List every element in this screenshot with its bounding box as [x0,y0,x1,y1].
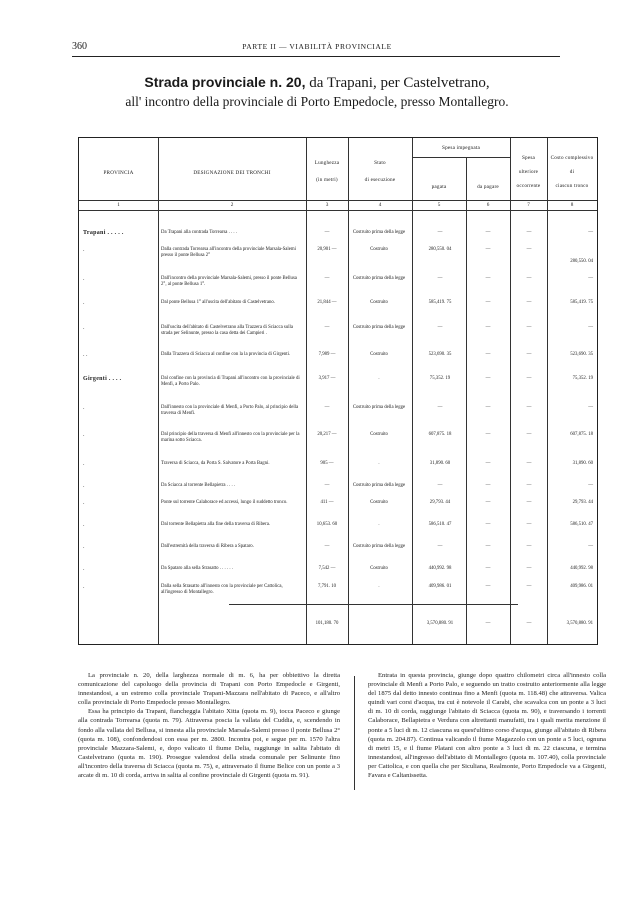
row-stato: . [378,461,380,466]
row-designazione: Dal confine con la provincia di Trapani all'incontro con la provinciale di Menfi, a Porto Palo. [161,376,300,388]
row-da-pagare: — [485,500,491,505]
row-provincia: . [83,461,85,467]
col-number: 2 [230,202,234,208]
col-number: 6 [486,202,490,208]
row-designazione: Traversa di Sciacca, da Porta S. Salvatore a Porta Bagni. [161,461,270,466]
row-pagata: — [437,483,443,488]
header-stato: Stato [374,160,386,166]
col-number: 4 [378,202,382,208]
row-ulteriore: — [526,522,532,527]
row-ulteriore: — [526,376,532,381]
row-ulteriore: — [526,325,532,330]
row-ulteriore: — [526,483,532,488]
row-designazione: Ponte sul torrente Calaborace ed accessi, lungo il suddetto tronco. [161,500,288,505]
row-ulteriore: — [526,544,532,549]
row-stato: Costruito prima della legge [352,405,406,410]
row-pagata: — [437,325,443,330]
row-ulteriore: — [526,461,532,466]
column-divider [354,676,355,790]
col-number: 8 [570,202,574,208]
header-rule [72,56,560,57]
row-designazione: Da Sciacca al torrente Bellapietra . . . . [161,483,236,488]
row-pagata: — [437,276,443,281]
row-pagata: 607,875. 18 [428,432,452,437]
row-pagata: 29,793. 44 [429,500,451,505]
col-rule [158,138,159,644]
header-costo-tronco: ciascun tronco [555,183,589,189]
totals-rule [229,604,518,605]
row-designazione: Da Trapani alla contrada Torrearsa . . . . [161,230,238,235]
col-rule [412,138,413,644]
row-designazione: Dall'estremità della traversa di Ribera a Spataro. [161,544,254,549]
row-pagata: 75,352. 19 [429,376,451,381]
row-da-pagare: — [485,461,491,466]
row-pagata: 585,419. 75 [428,300,452,305]
row-provincia: Trapani . . . . . [83,230,124,236]
header-pagata: pagata [431,184,447,190]
row-costo: — [588,276,593,281]
row-stato: Costruito [370,300,388,305]
row-provincia: . [83,544,85,550]
row-costo: — [588,405,593,410]
row-da-pagare: — [485,247,491,252]
row-ulteriore: — [526,432,532,437]
row-provincia: . [83,247,85,253]
row-costo: 29,793. 44 [572,500,593,505]
row-ulteriore: — [526,230,532,235]
row-provincia: . [83,276,85,282]
row-ulteriore: — [526,247,532,252]
row-costo: 75,352. 19 [572,376,593,381]
header-rule [412,157,510,158]
row-costo: 409,986. 01 [570,584,593,589]
row-pagata: 440,992. 98 [428,566,452,571]
row-costo: 585,419. 75 [570,300,593,305]
header-lunghezza-unit: (in metri) [316,177,338,183]
row-lunghezza: — [324,544,330,549]
row-pagata: 586,510. 47 [428,522,452,527]
row-designazione: Dall'innesto con la provinciale di Menfi, a Porto Palo, al principio della traversa di Menfi. [161,405,299,417]
row-ulteriore: — [526,276,532,281]
row-da-pagare: — [485,276,491,281]
row-designazione: Dal principio della traversa di Menfi all'innesto con la provinciale per la marina sotto Sciacca. [161,432,300,444]
total-lunghezza: 101,180. 70 [315,621,339,626]
row-da-pagare: — [485,522,491,527]
header-costo: Costo complessivo [550,155,594,161]
total-ulteriore: — [526,621,532,626]
row-provincia: . [83,522,85,528]
header-costo-di: di [569,169,575,175]
header-ulteriore: ulteriore [518,169,539,175]
row-lunghezza: 20,901 — [317,247,337,252]
header-rule [79,200,597,201]
total-costo: 3,570,880. 91 [566,621,593,626]
row-provincia: . [83,500,85,506]
row-provincia: . [83,405,85,411]
row-pagata: 280,550. 04 [428,247,452,252]
row-designazione: Dall'uscita dell'abitato di Castelvetrano alla Trazzera di Sciacca sulla strada per Selinunte, presso la casa detta dei Campieri . [161,325,293,337]
row-pagata: 31,890. 60 [429,461,451,466]
col-number: 7 [527,202,530,208]
col-rule [547,138,548,644]
description-right [368,671,606,780]
row-ulteriore: — [526,500,532,505]
row-stato: Costruito [370,566,388,571]
row-provincia: . [83,432,85,438]
header-designazione: DESIGNAZIONE DEI TRONCHI [193,170,271,176]
row-designazione: Da Spataro alla sella Strasatto . . . . . . [161,566,233,571]
row-costo: — [588,544,593,549]
row-stato: Costruito prima della legge [352,544,406,549]
row-lunghezza: 3,917 — [318,376,336,381]
header-spesa-impegnata: Spesa impegnata [441,145,480,151]
row-costo: — [588,325,593,330]
row-designazione: Dalla Trazzera di Sciacca al confine con la la provincia di Girgenti. [161,352,291,357]
row-designazione: Dalla contrada Torrearsa all'incontro della provinciale Marsala-Salemi presso il ponte Bellusa 2° [161,247,296,259]
row-designazione: Dal torrente Bellapietra alla fine della traversa di Ribera. [161,522,271,527]
header-da-pagare: da pagare [477,184,499,190]
header-rule [79,210,597,211]
description-left [78,671,340,780]
row-costo: 31,890. 60 [572,461,593,466]
row-stato: Costruito [370,352,388,357]
row-designazione: Dalla sella Strasatto all'innesto con la provinciale per Cattolica, all'ingresso di Montallegro. [161,584,283,596]
road-table [78,137,598,645]
row-lunghezza: — [324,325,330,330]
row-lunghezza: 905 — [320,461,334,466]
col-number: 3 [325,202,329,208]
row-ulteriore: — [526,566,532,571]
row-provincia: . [83,325,85,331]
header-occorrente: occorrente [516,183,541,189]
row-da-pagare: — [485,483,491,488]
row-lunghezza: — [324,483,330,488]
row-stato: . [378,584,380,589]
total-pagata: 3,570,880. 91 [426,621,454,626]
row-costo: — [588,483,593,488]
row-ulteriore: — [526,405,532,410]
row-pagata: 409,986. 01 [428,584,452,589]
row-stato: Costruito prima della legge [352,276,406,281]
paragraph: Essa ha principio da Trapani, fiancheggia l'abitato Xitta (quota m. 9), tocca Paceco e giunge alla contrada Torrearsa (quota m. 79). Attraversa poscia la vallata del Cuddia, e, scendendo in fondo alla vallata del Bellusa, si innesta alla provinciale Marsala-Salemi presso il ponte Bellusa 2° (quota m. 108), confondendosi con essa per m. 2800. Incontra poi, e segue per m. 1570 l'altra provinciale Mazzara-Salemi, e, dopo valicato il fiume Delia, raggiunge in salita l'abitato di Castelvetrano (quota m. 190). Prosegue valendosi della strada comunale per Selinunte fino all'incontro della traversa di Sciacca (quota m. 75), e, attraversato il fiume Belice con un ponte a 3 arcate di m. 10 di corda, arriva in salita al confine provinciale di Girgenti (quota m. 91). [78,708,340,780]
running-head: PARTE II — VIABILITÀ PROVINCIALE [242,42,392,51]
row-provincia: . [83,584,85,590]
row-lunghezza: 21,844 — [317,300,337,305]
header-lunghezza: Lunghezza [314,160,340,166]
row-ulteriore: — [526,584,532,589]
title-rest: da Trapani, per Castelvetrano, [305,75,490,91]
row-lunghezza: — [324,230,330,235]
row-stato: . [378,376,380,381]
paragraph: Entrata in questa provincia, giunge dopo quattro chilometri circa all'innesto colla provinciale di Menfi a Porto Palo, e seguendo un tratto costruito anteriormente alla legge del 1875 dal detto innesto continua fino a Menfi (quota m. 118.48) che attraversa. Valica quindi vari corsi d'acqua, tra cui è notevole il Carabi, che scavalca con un ponte a 3 luci di m. 10 di corda, raggiunge l'abitato di Sciacca (quota m. 90), e traversando i torrenti Calaborace, Bellapietra e Verdura con altrettanti manufatti, tra i quali merita menzione il ponte a 5 luci di m. 12 ciascuna su quest'ultimo corso d'acqua, giunge all'abitato di Ribera (quota m. 204.87). Continua valicando il fiume Magazzolo con un ponte a 5 luci, ognuna di metri 15, e il fiume Platani con altro ponte a 3 luci di m. 22 ciascuna, e termina innestandosi, all'ingresso dell'abitato di Montallegro (quota m. 107.40), colla provinciale per Cattolica, e con quella che per Siculiana, Realmonte, Porto Empedocle va a Girgenti, Favara e Caltanissetta. [368,672,606,780]
total-da-pagare: — [485,621,491,626]
row-da-pagare: — [485,432,491,437]
header-stato-sub: di esecuzione [364,177,396,183]
page-title [0,74,634,92]
page-number: 360 [72,41,87,52]
header-spesa: Spesa [521,155,536,161]
row-stato: Costruito [370,247,388,252]
row-lunghezza: 7,791. 10 [318,584,336,589]
row-stato: Costruito prima della legge [352,230,406,235]
row-pagata: 523,690. 35 [428,352,452,357]
col-number: 5 [437,202,441,208]
row-costo: — [588,230,593,235]
row-stato: Costruito prima della legge [352,483,406,488]
row-pagata: — [437,230,443,235]
row-provincia: Girgenti . . . . [83,376,122,382]
row-provincia: . [83,300,85,306]
row-ulteriore: — [526,352,532,357]
row-da-pagare: — [485,376,491,381]
row-ulteriore: — [526,300,532,305]
row-costo: 607,875. 18 [570,432,593,437]
row-provincia: . . [83,352,88,358]
row-lunghezza: 10,653. 60 [316,522,338,527]
row-stato: Costruito [370,432,388,437]
row-lunghezza: — [324,405,330,410]
row-costo: 280,550. 04 [570,259,593,264]
row-costo: 523,690. 35 [570,352,593,357]
row-lunghezza: 7,542 — [318,566,336,571]
row-da-pagare: — [485,230,491,235]
row-da-pagare: — [485,584,491,589]
col-number: 1 [117,202,120,208]
row-lunghezza: 411 — [320,500,334,505]
row-da-pagare: — [485,352,491,357]
row-costo: 586,510. 47 [570,522,593,527]
row-designazione: Dall'incontro della provinciale Marsala-Salemi, presso il ponte Bellusa 2°, al ponte Bellusa 1°. [161,276,297,288]
row-lunghezza: — [324,276,330,281]
row-da-pagare: — [485,544,491,549]
row-designazione: Dal ponte Bellusa 1° all'uscita dell'abitato di Castelvetrano. [161,300,275,305]
row-da-pagare: — [485,325,491,330]
row-stato: Costruito prima della legge [352,325,406,330]
row-stato: . [378,522,380,527]
row-da-pagare: — [485,566,491,571]
title-bold: Strada provinciale n. 20, [144,74,306,90]
row-lunghezza: 20,217 — [317,432,337,437]
row-provincia: . [83,483,85,489]
row-stato: Costruito [370,500,388,505]
row-costo: 440,992. 98 [570,566,593,571]
page-subtitle: all' incontro della provinciale di Porto Empedocle, presso Montallegro. [125,94,509,109]
header-provincia: PROVINCIA [103,170,134,176]
row-pagata: — [437,405,443,410]
row-pagata: — [437,544,443,549]
row-lunghezza: 7,989 — [318,352,336,357]
col-rule [510,138,511,644]
row-da-pagare: — [485,405,491,410]
row-provincia: . [83,566,85,572]
paragraph: La provinciale n. 20, della larghezza normale di m. 6, ha per obbiettivo la diretta comunicazione del capoluogo della provincia di Trapani con Porto Empedocle e Girgenti, innestandosi, a un estremo colla provinciale Trapani-Mazzara nell'abitato di Paceco, e all'altro colla provinciale di Porto Empedocle presso Montallegro. [78,672,340,707]
row-da-pagare: — [485,300,491,305]
